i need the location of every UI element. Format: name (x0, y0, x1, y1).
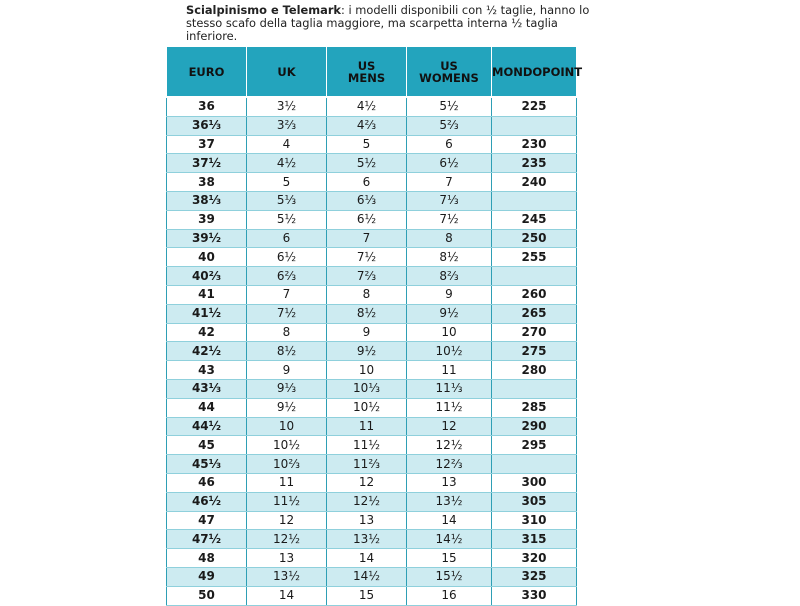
table-row (167, 417, 577, 436)
cell-us-womens: 12½ (407, 436, 492, 455)
cell-uk: 6 (247, 229, 327, 248)
cell-mondo: 305 (492, 492, 577, 511)
cell-mondo: 265 (492, 304, 577, 323)
cell-euro: 39½ (167, 229, 247, 248)
cell-uk: 9⅓ (247, 379, 327, 398)
cell-us-mens: 11⅔ (327, 455, 407, 474)
cell-mondo: 300 (492, 473, 577, 492)
cell-us-mens: 7½ (327, 248, 407, 267)
cell-euro: 50 (167, 586, 247, 605)
cell-euro: 47½ (167, 530, 247, 549)
cell-us-mens: 10½ (327, 398, 407, 417)
table-row (167, 473, 577, 492)
cell-us-mens: 9 (327, 323, 407, 342)
cell-euro: 44½ (167, 417, 247, 436)
cell-mondo: 245 (492, 210, 577, 229)
cell-euro: 45⅓ (167, 455, 247, 474)
cell-euro: 42½ (167, 342, 247, 361)
cell-us-womens: 14½ (407, 530, 492, 549)
table-row (167, 154, 577, 173)
cell-us-mens: 6⅓ (327, 191, 407, 210)
cell-us-mens: 8 (327, 285, 407, 304)
cell-euro: 40 (167, 248, 247, 267)
table-row (167, 173, 577, 192)
cell-euro: 37½ (167, 154, 247, 173)
table-row (167, 492, 577, 511)
cell-us-mens: 7 (327, 229, 407, 248)
cell-us-mens: 14 (327, 549, 407, 568)
cell-us-womens: 10 (407, 323, 492, 342)
header-us-mens-line1: US (357, 58, 376, 73)
cell-uk: 3½ (247, 97, 327, 116)
cell-uk: 7 (247, 285, 327, 304)
table-row (167, 379, 577, 398)
cell-euro: 48 (167, 549, 247, 568)
cell-euro: 47 (167, 511, 247, 530)
cell-euro: 42 (167, 323, 247, 342)
cell-us-womens: 15½ (407, 567, 492, 586)
cell-mondo (492, 191, 577, 210)
cell-mondo (492, 455, 577, 474)
cell-us-womens: 7 (407, 173, 492, 192)
cell-uk: 11½ (247, 492, 327, 511)
cell-us-womens: 10½ (407, 342, 492, 361)
cell-us-womens: 12 (407, 417, 492, 436)
cell-mondo: 260 (492, 285, 577, 304)
cell-euro: 39 (167, 210, 247, 229)
cell-uk: 5⅓ (247, 191, 327, 210)
cell-uk: 11 (247, 473, 327, 492)
table-row (167, 436, 577, 455)
cell-us-womens: 7⅓ (407, 191, 492, 210)
cell-uk: 10⅔ (247, 455, 327, 474)
cell-us-mens: 13 (327, 511, 407, 530)
cell-us-womens: 9 (407, 285, 492, 304)
table-body (167, 97, 577, 605)
cell-uk: 8 (247, 323, 327, 342)
cell-us-womens: 11½ (407, 398, 492, 417)
cell-us-mens: 15 (327, 586, 407, 605)
cell-mondo: 270 (492, 323, 577, 342)
cell-mondo: 240 (492, 173, 577, 192)
cell-euro: 40⅔ (167, 267, 247, 286)
cell-euro: 44 (167, 398, 247, 417)
cell-uk: 4 (247, 135, 327, 154)
cell-uk: 5 (247, 173, 327, 192)
table-row (167, 285, 577, 304)
cell-us-womens: 13 (407, 473, 492, 492)
cell-us-womens: 5½ (407, 97, 492, 116)
cell-uk: 3⅔ (247, 116, 327, 135)
cell-uk: 14 (247, 586, 327, 605)
cell-uk: 9 (247, 361, 327, 380)
cell-mondo: 320 (492, 549, 577, 568)
cell-uk: 4½ (247, 154, 327, 173)
header-us-womens (407, 47, 492, 98)
cell-mondo: 250 (492, 229, 577, 248)
cell-us-mens: 11 (327, 417, 407, 436)
cell-uk: 8½ (247, 342, 327, 361)
cell-us-womens: 6½ (407, 154, 492, 173)
table-row (167, 549, 577, 568)
table-row (167, 511, 577, 530)
cell-us-womens: 8 (407, 229, 492, 248)
cell-us-mens: 6½ (327, 210, 407, 229)
table-header (167, 47, 583, 98)
cell-uk: 10½ (247, 436, 327, 455)
cell-uk: 6⅔ (247, 267, 327, 286)
cell-euro: 46 (167, 473, 247, 492)
cell-uk: 7½ (247, 304, 327, 323)
cell-us-womens: 8⅔ (407, 267, 492, 286)
cell-us-mens: 12 (327, 473, 407, 492)
table-row (167, 248, 577, 267)
header-mondopoint: MONDOPOINT (492, 47, 577, 98)
header-us-mens (327, 47, 407, 98)
cell-mondo (492, 267, 577, 286)
cell-us-womens: 16 (407, 586, 492, 605)
cell-mondo: 285 (492, 398, 577, 417)
cell-euro: 36⅓ (167, 116, 247, 135)
cell-mondo (492, 116, 577, 135)
header-us-womens-line2: WOMENS (419, 70, 479, 85)
cell-mondo: 310 (492, 511, 577, 530)
cell-us-mens: 8½ (327, 304, 407, 323)
cell-mondo: 295 (492, 436, 577, 455)
table-row (167, 398, 577, 417)
cell-mondo: 290 (492, 417, 577, 436)
cell-mondo: 325 (492, 567, 577, 586)
cell-us-mens: 9½ (327, 342, 407, 361)
cell-us-mens: 4⅔ (327, 116, 407, 135)
cell-euro: 43 (167, 361, 247, 380)
header-euro: EURO (167, 47, 247, 98)
header-us-womens-line1: US (440, 58, 458, 73)
cell-us-mens: 10⅓ (327, 379, 407, 398)
cell-us-womens: 11 (407, 361, 492, 380)
table-row (167, 361, 577, 380)
cell-us-womens: 11⅓ (407, 379, 492, 398)
intro-rest: : i modelli disponibili con ½ taglie, hanno lo stesso scafo della taglia maggiore, ma scarpetta interna ½ taglia inferiore. (186, 3, 590, 43)
cell-mondo: 280 (492, 361, 577, 380)
cell-us-mens: 7⅔ (327, 267, 407, 286)
cell-us-womens: 14 (407, 511, 492, 530)
cell-us-mens: 5½ (327, 154, 407, 173)
cell-euro: 45 (167, 436, 247, 455)
table-row (167, 586, 577, 605)
cell-us-womens: 9½ (407, 304, 492, 323)
intro-bold: Scialpinismo e Telemark (186, 3, 342, 17)
table-row (167, 229, 577, 248)
table-row (167, 210, 577, 229)
cell-us-mens: 5 (327, 135, 407, 154)
cell-euro: 38⅓ (167, 191, 247, 210)
cell-mondo (492, 379, 577, 398)
cell-us-mens: 4½ (327, 97, 407, 116)
cell-mondo: 315 (492, 530, 577, 549)
cell-euro: 41½ (167, 304, 247, 323)
cell-euro: 43⅓ (167, 379, 247, 398)
cell-us-mens: 14½ (327, 567, 407, 586)
cell-uk: 5½ (247, 210, 327, 229)
cell-us-mens: 10 (327, 361, 407, 380)
cell-uk: 12 (247, 511, 327, 530)
table-row (167, 530, 577, 549)
cell-uk: 10 (247, 417, 327, 436)
cell-us-womens: 7½ (407, 210, 492, 229)
cell-us-mens: 12½ (327, 492, 407, 511)
table-row (167, 191, 577, 210)
cell-euro: 46½ (167, 492, 247, 511)
cell-euro: 37 (167, 135, 247, 154)
cell-mondo: 225 (492, 97, 577, 116)
table-row (167, 135, 577, 154)
table-row (167, 455, 577, 474)
table-row (167, 304, 577, 323)
header-uk: UK (247, 47, 327, 98)
cell-us-womens: 12⅔ (407, 455, 492, 474)
table-row (167, 567, 577, 586)
cell-uk: 12½ (247, 530, 327, 549)
cell-us-womens: 13½ (407, 492, 492, 511)
size-conversion-table (166, 46, 583, 606)
cell-us-womens: 8½ (407, 248, 492, 267)
cell-mondo: 230 (492, 135, 577, 154)
cell-euro: 49 (167, 567, 247, 586)
cell-mondo: 255 (492, 248, 577, 267)
cell-us-mens: 6 (327, 173, 407, 192)
cell-uk: 6½ (247, 248, 327, 267)
cell-euro: 36 (167, 97, 247, 116)
table-row (167, 97, 577, 116)
header-us-mens-line2: MENS (347, 70, 386, 85)
cell-euro: 38 (167, 173, 247, 192)
cell-uk: 13 (247, 549, 327, 568)
cell-us-mens: 11½ (327, 436, 407, 455)
cell-us-womens: 15 (407, 549, 492, 568)
table-row (167, 323, 577, 342)
cell-euro: 41 (167, 285, 247, 304)
cell-mondo: 235 (492, 154, 577, 173)
table-row (167, 267, 577, 286)
table-row (167, 342, 577, 361)
cell-us-mens: 13½ (327, 530, 407, 549)
intro-note (186, 4, 606, 43)
cell-uk: 9½ (247, 398, 327, 417)
cell-mondo: 330 (492, 586, 577, 605)
cell-uk: 13½ (247, 567, 327, 586)
cell-us-womens: 5⅔ (407, 116, 492, 135)
header-row (167, 47, 577, 98)
table-row (167, 116, 577, 135)
cell-mondo: 275 (492, 342, 577, 361)
cell-us-womens: 6 (407, 135, 492, 154)
